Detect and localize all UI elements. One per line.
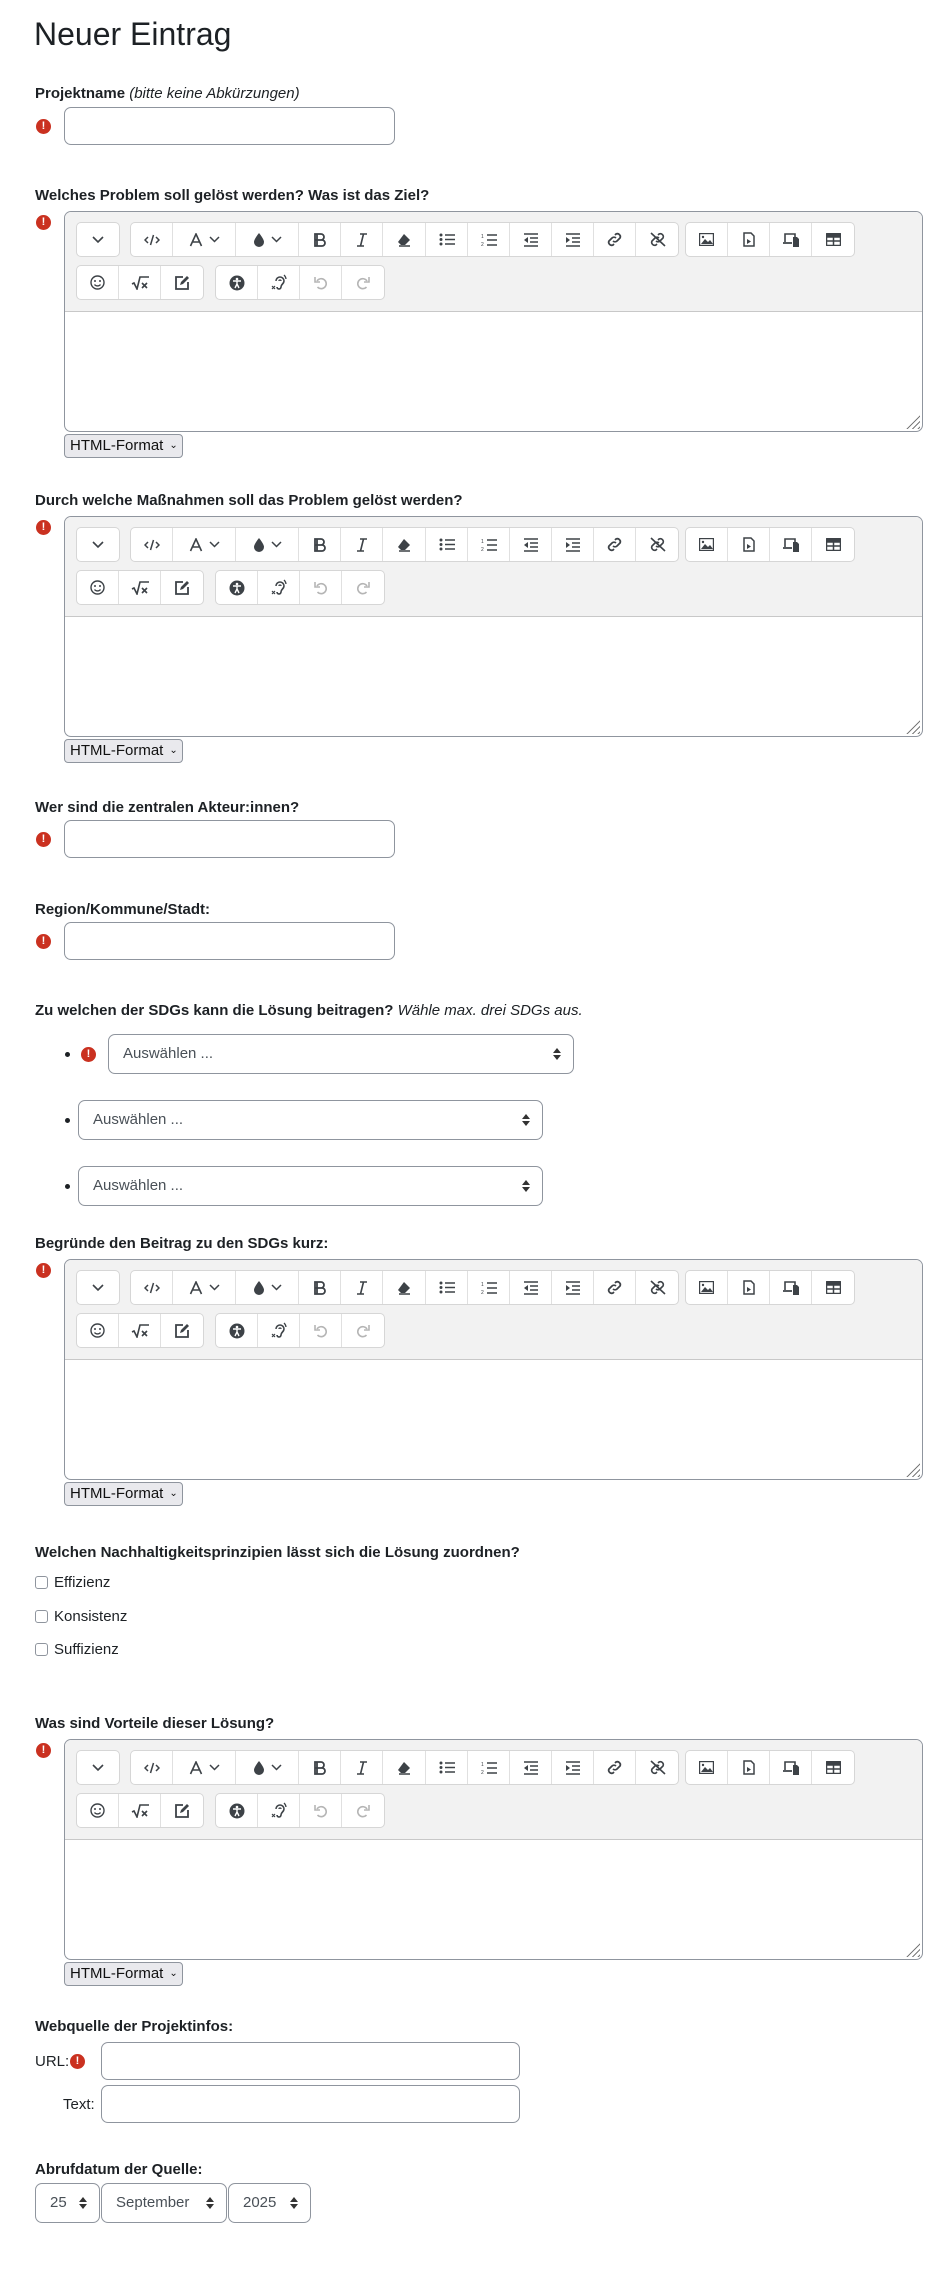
unlink-button[interactable]: [636, 1271, 678, 1304]
image-icon: [699, 1761, 714, 1774]
select-updown-icon: [522, 1180, 530, 1192]
region-label: Region/Kommune/Stadt:: [35, 901, 210, 918]
editor-content-area[interactable]: [65, 617, 922, 736]
emoji-icon: [90, 275, 105, 290]
bullet-list-button[interactable]: [426, 1751, 468, 1784]
outdent-button[interactable]: [510, 223, 552, 256]
manage-files-button[interactable]: [770, 223, 812, 256]
media-button[interactable]: [728, 1271, 770, 1304]
chevron-down-icon: [92, 1764, 104, 1772]
bold-button[interactable]: [299, 1751, 341, 1784]
image-button[interactable]: [686, 1751, 728, 1784]
code-button[interactable]: [131, 1751, 173, 1784]
equation-button[interactable]: [119, 1314, 161, 1347]
toolbar-row1-group-1: [76, 527, 120, 562]
select-updown-icon: [79, 2197, 87, 2209]
emoji-button[interactable]: [77, 266, 119, 299]
font-icon: [189, 1281, 220, 1295]
outdent-icon: [523, 233, 538, 247]
bold-icon: [314, 233, 326, 247]
undo-icon: [314, 276, 328, 290]
required-icon: !: [36, 1263, 51, 1278]
accessibility-checker-icon: [229, 1323, 245, 1339]
eraser-button[interactable]: [383, 528, 426, 561]
svg-text:1: 1: [480, 1281, 484, 1288]
numbered-list-icon: [481, 233, 497, 247]
outdent-icon: [523, 1761, 538, 1775]
sdgs-hint: Wähle max. drei SDGs aus.: [397, 1002, 583, 1019]
editor-toolbar: [65, 1740, 922, 1840]
equation-icon: [131, 581, 149, 595]
url-label: URL:: [35, 2053, 70, 2070]
numbered-list-icon: [481, 1281, 497, 1295]
accessibility-checker-icon: [229, 1803, 245, 1819]
manage-files-icon: [782, 232, 800, 247]
screenreader-helper-button[interactable]: [258, 1314, 300, 1347]
chevron-down-button[interactable]: [77, 1271, 119, 1304]
outdent-button[interactable]: [510, 1751, 552, 1784]
screenreader-helper-button[interactable]: [258, 571, 300, 604]
equation-button[interactable]: [119, 266, 161, 299]
image-icon: [699, 538, 714, 551]
bold-icon: [314, 1761, 326, 1775]
link-icon: [606, 537, 623, 552]
eraser-button[interactable]: [383, 1271, 426, 1304]
undo-button[interactable]: [300, 1314, 342, 1347]
required-icon: !: [36, 1743, 51, 1758]
chevron-down-icon: ⌄: [169, 1488, 178, 1499]
numbered-list-icon: [481, 1761, 497, 1775]
toolbar-row2-group-1: [76, 570, 204, 605]
redo-icon: [356, 1324, 370, 1338]
projektname-input[interactable]: [64, 107, 395, 145]
undo-icon: [314, 1324, 328, 1338]
table-button[interactable]: [812, 1271, 854, 1304]
select-updown-icon: [522, 1114, 530, 1126]
text-color-button[interactable]: [236, 223, 299, 256]
link-icon: [606, 1280, 623, 1295]
toolbar-row2-group-2: [215, 1793, 385, 1828]
begruendung-format-select[interactable]: HTML-Format ⌄: [64, 1482, 183, 1506]
unlink-button[interactable]: [636, 223, 678, 256]
unlink-button[interactable]: [636, 1751, 678, 1784]
emoji-icon: [90, 1803, 105, 1818]
table-button[interactable]: [812, 223, 854, 256]
image-icon: [699, 233, 714, 246]
media-button[interactable]: [728, 528, 770, 561]
list-bullet: [65, 1184, 70, 1189]
bold-button[interactable]: [299, 1271, 341, 1304]
font-button[interactable]: [173, 1751, 236, 1784]
toolbar-row1-group-3: [685, 527, 855, 562]
media-button[interactable]: [728, 1751, 770, 1784]
screenreader-helper-icon: [271, 274, 287, 291]
font-button[interactable]: [173, 1271, 236, 1304]
redo-button[interactable]: [342, 1314, 384, 1347]
massnahmen-label: Durch welche Maßnahmen soll das Problem gelöst werden?: [35, 492, 463, 509]
font-button[interactable]: [173, 528, 236, 561]
redo-icon: [356, 276, 370, 290]
problem-editor[interactable]: [64, 211, 923, 432]
manage-files-icon: [782, 537, 800, 552]
image-button[interactable]: [686, 528, 728, 561]
outdent-button[interactable]: [510, 528, 552, 561]
vorteile-editor[interactable]: [64, 1739, 923, 1960]
undo-button[interactable]: [300, 571, 342, 604]
accessibility-checker-icon: [229, 275, 245, 291]
bullet-list-icon: [439, 1761, 455, 1774]
font-icon: [189, 1761, 220, 1775]
bullet-list-icon: [439, 233, 455, 246]
emoji-icon: [90, 580, 105, 595]
eraser-icon: [396, 1281, 412, 1295]
redo-button[interactable]: [342, 266, 384, 299]
screenreader-helper-icon: [271, 1802, 287, 1819]
year-select[interactable]: 2025: [228, 2183, 311, 2223]
manage-files-button[interactable]: [770, 1751, 812, 1784]
media-button[interactable]: [728, 223, 770, 256]
vorteile-format-select[interactable]: HTML-Format ⌄: [64, 1962, 183, 1986]
editor-toolbar: [65, 212, 922, 312]
chevron-down-icon: [92, 1284, 104, 1292]
screenreader-helper-button[interactable]: [258, 266, 300, 299]
unlink-button[interactable]: [636, 528, 678, 561]
media-icon: [743, 1760, 755, 1775]
h5p-icon: [174, 1323, 190, 1339]
code-icon: [144, 1762, 160, 1774]
sdg-select-2[interactable]: Auswählen ...: [78, 1100, 543, 1140]
bullet-list-button[interactable]: [426, 528, 468, 561]
editor-toolbar: [65, 517, 922, 617]
chevron-down-icon: ⌄: [169, 745, 178, 756]
text-color-icon: [253, 1760, 282, 1775]
svg-text:2: 2: [480, 1769, 484, 1775]
bullet-list-icon: [439, 538, 455, 551]
media-icon: [743, 1280, 755, 1295]
italic-button[interactable]: [341, 1271, 383, 1304]
toolbar-row1-group-1: [76, 1270, 120, 1305]
manage-files-icon: [782, 1760, 800, 1775]
font-icon: [189, 233, 220, 247]
toolbar-row2-group-2: [215, 1313, 385, 1348]
table-icon: [826, 1761, 841, 1774]
webquelle-label: Webquelle der Projektinfos:: [35, 2018, 234, 2035]
outdent-icon: [523, 538, 538, 552]
code-icon: [144, 1282, 160, 1294]
chevron-down-icon: ⌄: [169, 440, 178, 451]
page-title: Neuer Eintrag: [34, 16, 232, 52]
toolbar-row2-group-2: [215, 570, 385, 605]
sdg-select-1[interactable]: Auswählen ...: [108, 1034, 574, 1074]
day-select[interactable]: 25: [35, 2183, 100, 2223]
konsistenz-label: Konsistenz: [54, 1608, 128, 1625]
sdgs-label: Zu welchen der SDGs kann die Lösung beitragen? Wähle max. drei SDGs aus.: [35, 1002, 583, 1019]
italic-button[interactable]: [341, 223, 383, 256]
code-button[interactable]: [131, 223, 173, 256]
toolbar-row2-group-2: [215, 265, 385, 300]
outdent-button[interactable]: [510, 1271, 552, 1304]
toolbar-row1-group-3: [685, 1750, 855, 1785]
problem-label: Welches Problem soll gelöst werden? Was ist das Ziel?: [35, 187, 430, 204]
table-icon: [826, 233, 841, 246]
akteure-input[interactable]: [64, 820, 395, 858]
numbered-list-button[interactable]: [468, 528, 510, 561]
italic-icon: [356, 538, 368, 552]
toolbar-row1-group-1: [76, 1750, 120, 1785]
emoji-button[interactable]: [77, 1314, 119, 1347]
text-color-button[interactable]: [236, 1751, 299, 1784]
code-icon: [144, 234, 160, 246]
undo-icon: [314, 1804, 328, 1818]
h5p-button[interactable]: [161, 1314, 203, 1347]
media-icon: [743, 537, 755, 552]
link-button[interactable]: [594, 1271, 636, 1304]
accessibility-checker-button[interactable]: [216, 571, 258, 604]
screenreader-helper-icon: [271, 579, 287, 596]
indent-icon: [565, 233, 580, 247]
h5p-button[interactable]: [161, 266, 203, 299]
select-updown-icon: [553, 1048, 561, 1060]
eraser-icon: [396, 233, 412, 247]
eraser-button[interactable]: [383, 223, 426, 256]
chevron-down-icon: [92, 541, 104, 549]
svg-text:1: 1: [480, 233, 484, 240]
required-icon: !: [81, 1047, 96, 1062]
massnahmen-editor[interactable]: [64, 516, 923, 737]
effizienz-label: Effizienz: [54, 1574, 111, 1591]
eraser-button[interactable]: [383, 1751, 426, 1784]
text-label: Text:: [63, 2096, 95, 2113]
h5p-button[interactable]: [161, 571, 203, 604]
unlink-icon: [649, 1760, 666, 1775]
url-input[interactable]: [101, 2042, 520, 2080]
indent-button[interactable]: [552, 223, 594, 256]
emoji-button[interactable]: [77, 571, 119, 604]
text-color-icon: [253, 232, 282, 247]
required-icon: !: [36, 119, 51, 134]
link-button[interactable]: [594, 1751, 636, 1784]
bold-icon: [314, 1281, 326, 1295]
effizienz-checkbox[interactable]: [35, 1576, 48, 1589]
manage-files-button[interactable]: [770, 1271, 812, 1304]
chevron-down-button[interactable]: [77, 528, 119, 561]
link-icon: [606, 1760, 623, 1775]
redo-icon: [356, 1804, 370, 1818]
accessibility-checker-button[interactable]: [216, 1314, 258, 1347]
table-button[interactable]: [812, 1751, 854, 1784]
vorteile-label: Was sind Vorteile dieser Lösung?: [35, 1715, 275, 1732]
select-updown-icon: [290, 2197, 298, 2209]
begruendung-label: Begründe den Beitrag zu den SDGs kurz:: [35, 1235, 329, 1252]
accessibility-checker-button[interactable]: [216, 1794, 258, 1827]
svg-text:2: 2: [480, 1289, 484, 1295]
sdg-select-3[interactable]: Auswählen ...: [78, 1166, 543, 1206]
toolbar-row1-group-2: [130, 1270, 679, 1305]
text-color-icon: [253, 537, 282, 552]
screenreader-helper-icon: [271, 1322, 287, 1339]
eraser-icon: [396, 538, 412, 552]
media-icon: [743, 232, 755, 247]
list-bullet: [65, 1118, 70, 1123]
problem-format-select[interactable]: HTML-Format ⌄: [64, 434, 183, 458]
italic-icon: [356, 1761, 368, 1775]
numbered-list-button[interactable]: [468, 223, 510, 256]
link-button[interactable]: [594, 223, 636, 256]
text-color-icon: [253, 1280, 282, 1295]
undo-button[interactable]: [300, 266, 342, 299]
h5p-icon: [174, 275, 190, 291]
projektname-label: Projektname (bitte keine Abkürzungen): [35, 85, 300, 102]
akteure-label: Wer sind die zentralen Akteur:innen?: [35, 799, 300, 816]
required-icon: !: [36, 520, 51, 535]
indent-icon: [565, 538, 580, 552]
chevron-down-button[interactable]: [77, 1751, 119, 1784]
numbered-list-icon: [481, 538, 497, 552]
toolbar-row1-group-1: [76, 222, 120, 257]
equation-icon: [131, 1324, 149, 1338]
image-button[interactable]: [686, 223, 728, 256]
required-icon: !: [36, 934, 51, 949]
numbered-list-button[interactable]: [468, 1271, 510, 1304]
editor-content-area[interactable]: [65, 1840, 922, 1959]
code-button[interactable]: [131, 1271, 173, 1304]
bold-button[interactable]: [299, 223, 341, 256]
table-icon: [826, 1281, 841, 1294]
manage-files-icon: [782, 1280, 800, 1295]
accessibility-checker-button[interactable]: [216, 266, 258, 299]
required-icon: !: [36, 832, 51, 847]
font-button[interactable]: [173, 223, 236, 256]
editor-content-area[interactable]: [65, 1360, 922, 1479]
equation-icon: [131, 1804, 149, 1818]
month-select[interactable]: September: [101, 2183, 227, 2223]
svg-text:2: 2: [480, 546, 484, 552]
required-icon: !: [70, 2054, 85, 2069]
equation-icon: [131, 276, 149, 290]
unlink-icon: [649, 537, 666, 552]
image-icon: [699, 1281, 714, 1294]
image-button[interactable]: [686, 1271, 728, 1304]
emoji-icon: [90, 1323, 105, 1338]
emoji-button[interactable]: [77, 1794, 119, 1827]
toolbar-row1-group-3: [685, 222, 855, 257]
editor-toolbar: [65, 1260, 922, 1360]
projektname-hint: (bitte keine Abkürzungen): [129, 85, 300, 102]
bullet-list-icon: [439, 1281, 455, 1294]
svg-text:1: 1: [480, 538, 484, 545]
equation-button[interactable]: [119, 1794, 161, 1827]
toolbar-row2-group-1: [76, 1793, 204, 1828]
redo-button[interactable]: [342, 1794, 384, 1827]
indent-button[interactable]: [552, 528, 594, 561]
outdent-icon: [523, 1281, 538, 1295]
unlink-icon: [649, 232, 666, 247]
italic-icon: [356, 1281, 368, 1295]
bullet-list-button[interactable]: [426, 1271, 468, 1304]
indent-icon: [565, 1761, 580, 1775]
text-input[interactable]: [101, 2085, 520, 2123]
chevron-down-button[interactable]: [77, 223, 119, 256]
italic-button[interactable]: [341, 1751, 383, 1784]
prinzipien-label: Welchen Nachhaltigkeitsprinzipien lässt sich die Lösung zuordnen?: [35, 1544, 520, 1561]
chevron-down-icon: [92, 236, 104, 244]
numbered-list-button[interactable]: [468, 1751, 510, 1784]
undo-icon: [314, 581, 328, 595]
editor-content-area[interactable]: [65, 312, 922, 431]
toolbar-row1-group-3: [685, 1270, 855, 1305]
unlink-icon: [649, 1280, 666, 1295]
konsistenz-checkbox[interactable]: [35, 1610, 48, 1623]
link-icon: [606, 232, 623, 247]
toolbar-row1-group-2: [130, 222, 679, 257]
begruendung-editor[interactable]: [64, 1259, 923, 1480]
text-color-button[interactable]: [236, 528, 299, 561]
h5p-icon: [174, 580, 190, 596]
table-button[interactable]: [812, 528, 854, 561]
eraser-icon: [396, 1761, 412, 1775]
list-bullet: [65, 1052, 70, 1057]
italic-icon: [356, 233, 368, 247]
code-icon: [144, 539, 160, 551]
table-icon: [826, 538, 841, 551]
code-button[interactable]: [131, 528, 173, 561]
font-icon: [189, 538, 220, 552]
undo-button[interactable]: [300, 1794, 342, 1827]
bullet-list-button[interactable]: [426, 223, 468, 256]
required-icon: !: [36, 215, 51, 230]
chevron-down-icon: ⌄: [169, 1968, 178, 1979]
accessibility-checker-icon: [229, 580, 245, 596]
indent-icon: [565, 1281, 580, 1295]
h5p-icon: [174, 1803, 190, 1819]
text-color-button[interactable]: [236, 1271, 299, 1304]
svg-text:2: 2: [480, 241, 484, 247]
link-button[interactable]: [594, 528, 636, 561]
massnahmen-format-select[interactable]: HTML-Format ⌄: [64, 739, 183, 763]
toolbar-row1-group-2: [130, 1750, 679, 1785]
suffizienz-checkbox[interactable]: [35, 1643, 48, 1656]
svg-text:1: 1: [480, 1761, 484, 1768]
redo-icon: [356, 581, 370, 595]
select-updown-icon: [206, 2197, 214, 2209]
toolbar-row1-group-2: [130, 527, 679, 562]
abrufdatum-label: Abrufdatum der Quelle:: [35, 2161, 203, 2178]
equation-button[interactable]: [119, 571, 161, 604]
toolbar-row2-group-1: [76, 1313, 204, 1348]
h5p-button[interactable]: [161, 1794, 203, 1827]
bold-icon: [314, 538, 326, 552]
screenreader-helper-button[interactable]: [258, 1794, 300, 1827]
indent-button[interactable]: [552, 1271, 594, 1304]
region-input[interactable]: [64, 922, 395, 960]
redo-button[interactable]: [342, 571, 384, 604]
indent-button[interactable]: [552, 1751, 594, 1784]
italic-button[interactable]: [341, 528, 383, 561]
bold-button[interactable]: [299, 528, 341, 561]
manage-files-button[interactable]: [770, 528, 812, 561]
toolbar-row2-group-1: [76, 265, 204, 300]
suffizienz-label: Suffizienz: [54, 1641, 119, 1658]
